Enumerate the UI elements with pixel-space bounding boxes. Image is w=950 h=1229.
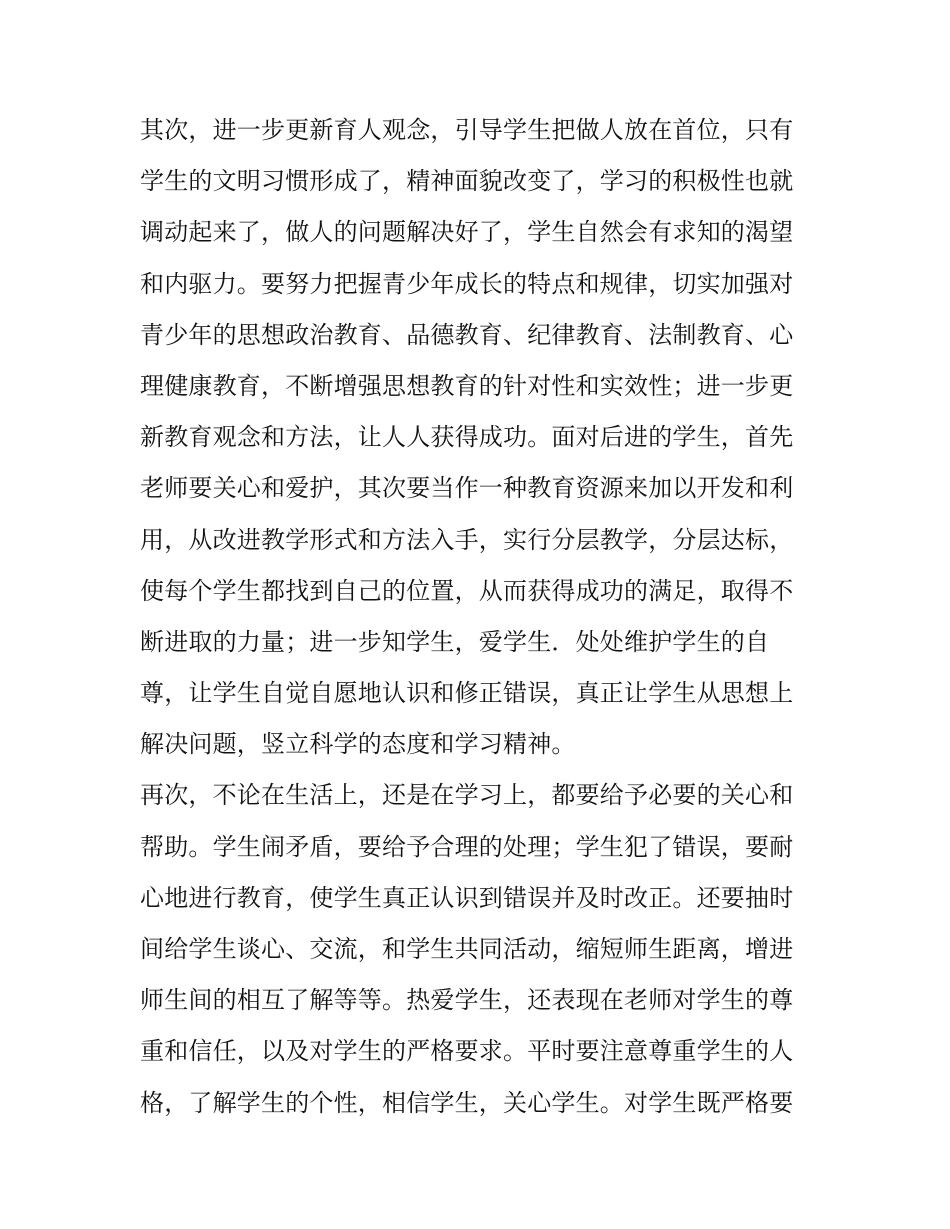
text-line: 解决问题，竖立科学的态度和学习精神。 xyxy=(140,730,576,759)
text-line: 重和信任，以及对学生的严格要求。平时要注意尊重学生的人 xyxy=(140,1037,794,1066)
text-line: 青少年的思想政治教育、品德教育、纪律教育、法制教育、心 xyxy=(140,320,794,349)
text-line: 断进取的力量；进一步知学生，爱学生．处处维护学生的自 xyxy=(140,627,770,656)
document-body xyxy=(140,105,820,1129)
text-line: 和内驱力。要努力把握青少年成长的特点和规律，切实加强对 xyxy=(140,269,794,298)
text-line: 帮助。学生闹矛盾，要给予合理的处理；学生犯了错误，要耐 xyxy=(140,832,794,861)
text-line: 间给学生谈心、交流，和学生共同活动，缩短师生距离，增进 xyxy=(140,935,794,963)
text-line: 使每个学生都找到自己的位置，从而获得成功的满足，取得不 xyxy=(140,576,794,605)
text-line: 再次，不论在生活上，还是在学习上，都要给予必要的关心和 xyxy=(140,781,794,810)
paragraph-2 xyxy=(140,770,820,1128)
text-line: 师生间的相互了解等等。热爱学生，还表现在老师对学生的尊 xyxy=(140,986,794,1015)
text-line: 新教育观念和方法，让人人获得成功。面对后进的学生，首先 xyxy=(140,423,794,452)
text-line: 学生的文明习惯形成了，精神面貌改变了，学习的积极性也就 xyxy=(140,167,794,196)
text-line: 其次，进一步更新育人观念，引导学生把做人放在首位，只有 xyxy=(140,116,794,144)
text-line: 老师要关心和爱护，其次要当作一种教育资源来加以开发和利 xyxy=(140,474,794,503)
text-line: 尊，让学生自觉自愿地认识和修正错误，真正让学生从思想上 xyxy=(140,679,794,708)
text-line: 心地进行教育，使学生真正认识到错误并及时改正。还要抽时 xyxy=(140,883,794,912)
text-line: 理健康教育，不断增强思想教育的针对性和实效性；进一步更 xyxy=(140,371,794,400)
text-line: 调动起来了，做人的问题解决好了，学生自然会有求知的渴望 xyxy=(140,218,794,247)
paragraph-1 xyxy=(140,105,820,770)
text-line: 格，了解学生的个性，相信学生，关心学生。对学生既严格要 xyxy=(140,1088,794,1117)
text-line: 用，从改进教学形式和方法入手，实行分层教学，分层达标， xyxy=(140,525,794,554)
